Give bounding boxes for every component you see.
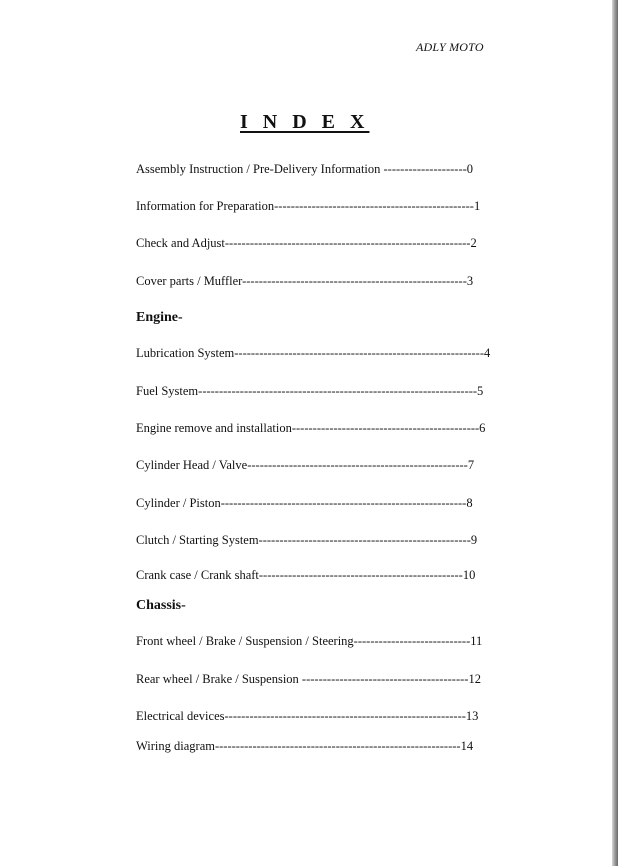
index-entry-cylinder-head: Cylinder Head / Valve-----------------------------------------------------7 — [136, 458, 475, 472]
index-entry-electrical: Electrical devices----------------------------------------------------------13 — [136, 709, 479, 723]
index-entry-assembly: Assembly Instruction / Pre-Delivery Information --------------------0 — [136, 162, 474, 176]
index-entry-front-wheel: Front wheel / Brake / Suspension / Steering----------------------------11 — [136, 634, 483, 648]
page-edge-shadow — [612, 0, 618, 866]
page-title: I N D E X — [240, 111, 370, 133]
index-entry-cylinder-piston: Cylinder / Piston-----------------------------------------------------------8 — [136, 496, 473, 510]
index-entry-lubrication: Lubrication System------------------------------------------------------------4 — [136, 346, 491, 360]
index-entry-rear-wheel: Rear wheel / Brake / Suspension ----------------------------------------12 — [136, 672, 481, 686]
index-entry-fuel: Fuel System-------------------------------------------------------------------5 — [136, 384, 484, 398]
section-heading-chassis: Chassis- — [136, 598, 186, 613]
index-entry-cover-parts: Cover parts / Muffler------------------------------------------------------3 — [136, 274, 474, 288]
index-entry-preparation: Information for Preparation------------------------------------------------1 — [136, 199, 481, 213]
section-heading-engine: Engine- — [136, 310, 183, 325]
index-entry-engine-remove: Engine remove and installation---------------------------------------------6 — [136, 421, 486, 435]
index-entry-check-adjust: Check and Adjust-----------------------------------------------------------2 — [136, 236, 477, 250]
index-entry-wiring: Wiring diagram-----------------------------------------------------------14 — [136, 739, 474, 753]
index-entry-crank-case: Crank case / Crank shaft-------------------------------------------------10 — [136, 568, 476, 582]
header-brand: ADLY MOTO — [416, 40, 484, 54]
index-entry-clutch: Clutch / Starting System---------------------------------------------------9 — [136, 533, 478, 547]
